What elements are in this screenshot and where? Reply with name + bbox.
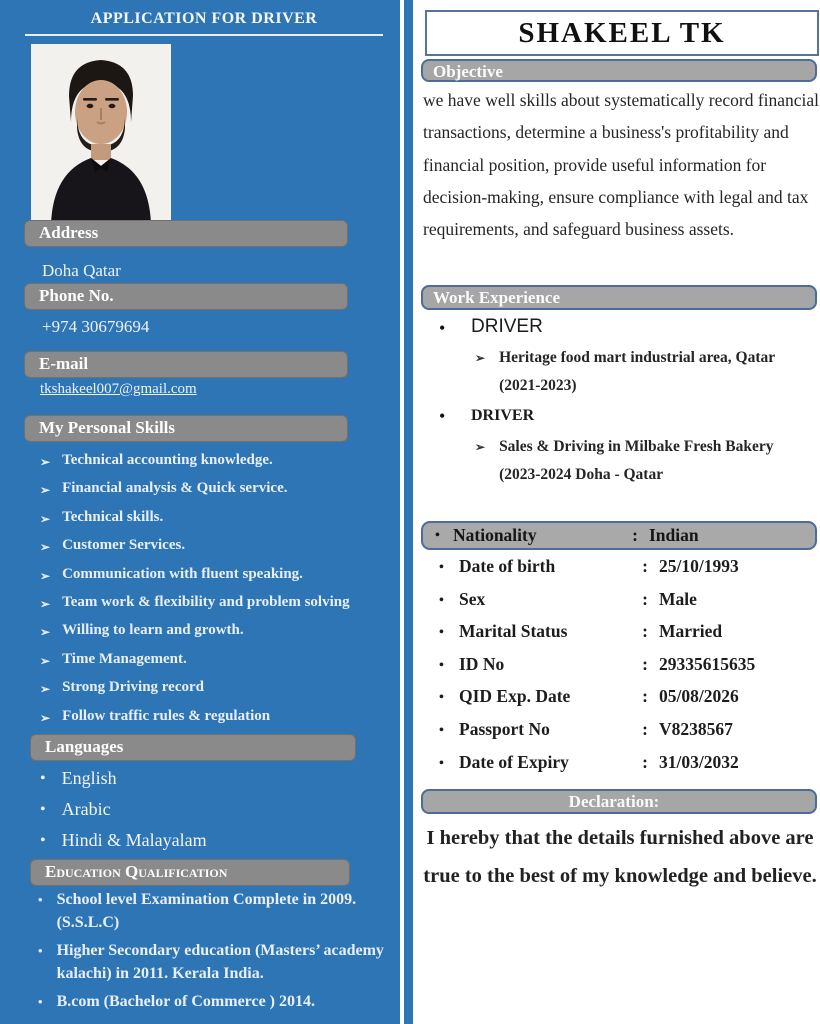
skills-label: My Personal Skills (39, 418, 176, 437)
detail-label: Sex (459, 588, 486, 609)
detail-value: 05/08/2026 (659, 686, 739, 707)
round-bullet-icon: • (40, 832, 46, 849)
education-text: School level Examination Complete in 2009. (S.S.L.C) (56, 891, 357, 931)
name-box (425, 10, 819, 56)
colon: : (642, 653, 648, 674)
colon: : (642, 556, 648, 576)
section-bar-objective (421, 59, 817, 82)
job-title: DRIVER (471, 407, 535, 424)
skill-item (40, 708, 395, 736)
colon: : (642, 751, 648, 772)
applicant-name: SHAKEEL TK (518, 16, 726, 49)
round-bullet-icon: • (439, 625, 444, 641)
arrow-bullet-icon: ➢ (40, 483, 51, 498)
job-detail (475, 433, 815, 489)
email-label: E-mail (39, 354, 89, 373)
section-bar-phone (24, 283, 348, 310)
address-label: Address (39, 223, 99, 242)
round-bullet-icon: • (38, 892, 43, 907)
arrow-bullet-icon: ➢ (40, 682, 51, 697)
detail-label: Passport No (459, 718, 550, 739)
detail-value: 31/03/2032 (659, 751, 739, 772)
skill-item (40, 480, 395, 508)
round-bullet-icon: • (439, 722, 444, 738)
skill-text: Technical accounting knowledge. (62, 452, 273, 468)
arrow-bullet-icon: ➢ (40, 596, 51, 611)
skill-item (40, 622, 395, 650)
colon: : (642, 686, 648, 707)
section-bar-work-experience (421, 285, 817, 310)
skill-text: Team work & flexibility and problem solving (62, 593, 350, 610)
language-text: English (61, 768, 117, 788)
detail-value: 29335615635 (659, 653, 756, 674)
detail-label: Date of birth (459, 556, 556, 576)
languages-label: Languages (45, 737, 124, 756)
round-bullet-icon: • (439, 318, 446, 338)
personal-details (425, 556, 820, 784)
arrow-bullet-icon: ➢ (40, 568, 51, 583)
detail-row (425, 752, 820, 785)
arrow-bullet-icon: ➢ (40, 511, 51, 526)
detail-value: Married (659, 621, 723, 642)
section-bar-skills (24, 415, 348, 442)
skill-item (40, 509, 395, 537)
colon: : (642, 621, 648, 642)
section-bar-declaration (421, 789, 817, 814)
education-text: Higher Secondary education (Masters’ academy kalachi) in 2011. Kerala India. (56, 942, 384, 982)
round-bullet-icon: • (40, 801, 46, 818)
language-text: Arabic (61, 799, 111, 819)
detail-row (425, 589, 820, 622)
skill-text: Willing to learn and growth. (62, 622, 244, 639)
round-bullet-icon: • (439, 755, 444, 771)
email-link[interactable]: tkshakeel007@gmail.com (40, 381, 197, 397)
section-bar-languages (30, 734, 356, 761)
education-text: B.com (Bachelor of Commerce ) 2014. (56, 993, 316, 1010)
skill-item (40, 566, 395, 594)
detail-row (425, 621, 820, 654)
address-value: Doha Qatar (42, 261, 121, 280)
job-detail-text: Heritage food mart industrial area, Qatar (2021-2023) (499, 349, 775, 394)
declaration-text: I hereby that the details furnished above are true to the best of my knowledge and believe. (423, 827, 817, 887)
language-item (40, 799, 360, 830)
skill-item (40, 651, 395, 679)
arrow-bullet-icon: ➢ (40, 710, 51, 725)
skill-text: Financial analysis & Quick service. (62, 480, 288, 497)
detail-label: Marital Status (459, 621, 568, 642)
skills-list (40, 452, 395, 736)
round-bullet-icon: • (439, 406, 446, 426)
detail-row (425, 556, 820, 589)
skill-text: Technical skills. (62, 508, 164, 525)
skill-text: Time Management. (62, 650, 187, 667)
skill-item (40, 452, 395, 480)
detail-label: Date of Expiry (459, 751, 569, 772)
detail-label: Nationality (453, 525, 537, 545)
declaration-label: Declaration: (568, 792, 660, 811)
detail-value: V8238567 (659, 718, 733, 739)
education-item (38, 990, 390, 1013)
job-title: DRIVER (471, 316, 543, 337)
detail-row (425, 719, 820, 752)
education-label: Education Qualification (45, 862, 228, 881)
phone-label: Phone No. (39, 286, 114, 305)
education-list (38, 888, 390, 1018)
round-bullet-icon: • (439, 690, 444, 706)
arrow-bullet-icon: ➢ (475, 351, 486, 365)
round-bullet-icon: • (439, 657, 444, 673)
detail-label: QID Exp. Date (459, 686, 571, 707)
colon: : (642, 588, 648, 609)
colon: : (642, 718, 648, 739)
job-detail-text: Sales & Driving in Milbake Fresh Bakery (2023-2024 Doha - Qatar (499, 438, 774, 483)
skill-text: Follow traffic rules & regulation (62, 707, 271, 724)
arrow-bullet-icon: ➢ (40, 540, 51, 555)
objective-label: Objective (433, 62, 503, 81)
section-bar-email (24, 351, 348, 378)
nationality-bar (421, 521, 817, 550)
section-bar-address (24, 220, 348, 247)
skill-text: Customer Services. (62, 537, 186, 554)
language-text: Hindi & Malayalam (61, 830, 207, 850)
skill-item (40, 537, 395, 565)
detail-value: 25/10/1993 (659, 556, 739, 576)
languages-list (40, 768, 360, 861)
main-panel (404, 0, 820, 1024)
skill-item (40, 594, 395, 622)
arrow-bullet-icon: ➢ (40, 653, 51, 668)
round-bullet-icon: • (439, 592, 444, 608)
arrow-bullet-icon: ➢ (40, 455, 51, 469)
round-bullet-icon: • (40, 770, 46, 787)
detail-row (425, 654, 820, 687)
skill-text: Communication with fluent speaking. (62, 565, 303, 582)
job-detail (475, 344, 815, 400)
round-bullet-icon: • (435, 527, 440, 543)
detail-label: ID No (459, 653, 505, 674)
language-item (40, 768, 360, 799)
education-item (38, 939, 390, 985)
application-title: APPLICATION FOR DRIVER (25, 10, 383, 36)
arrow-bullet-icon: ➢ (40, 625, 51, 640)
round-bullet-icon: • (38, 994, 43, 1009)
skill-text: Strong Driving record (62, 679, 204, 696)
colon: : (632, 525, 638, 545)
portrait-illustration (31, 44, 171, 224)
section-bar-education (30, 859, 350, 886)
phone-value: +974 30679694 (42, 317, 150, 336)
detail-row (425, 686, 820, 719)
language-item (40, 830, 360, 861)
round-bullet-icon: • (439, 560, 444, 575)
arrow-bullet-icon: ➢ (475, 440, 486, 454)
detail-value: Male (659, 588, 697, 609)
objective-text: we have well skills about systematically record financial transactions, determine a business's profitability and financial position, provide useful information for decision-making, ensure compliance with legal and tax requirements, and safeguard business assets. (423, 90, 820, 240)
round-bullet-icon: • (38, 943, 43, 958)
skill-item (40, 679, 395, 707)
applicant-photo (31, 44, 171, 224)
education-item (38, 888, 390, 934)
detail-value: Indian (649, 525, 699, 545)
work-experience-label: Work Experience (433, 288, 561, 307)
sidebar (0, 0, 400, 1024)
